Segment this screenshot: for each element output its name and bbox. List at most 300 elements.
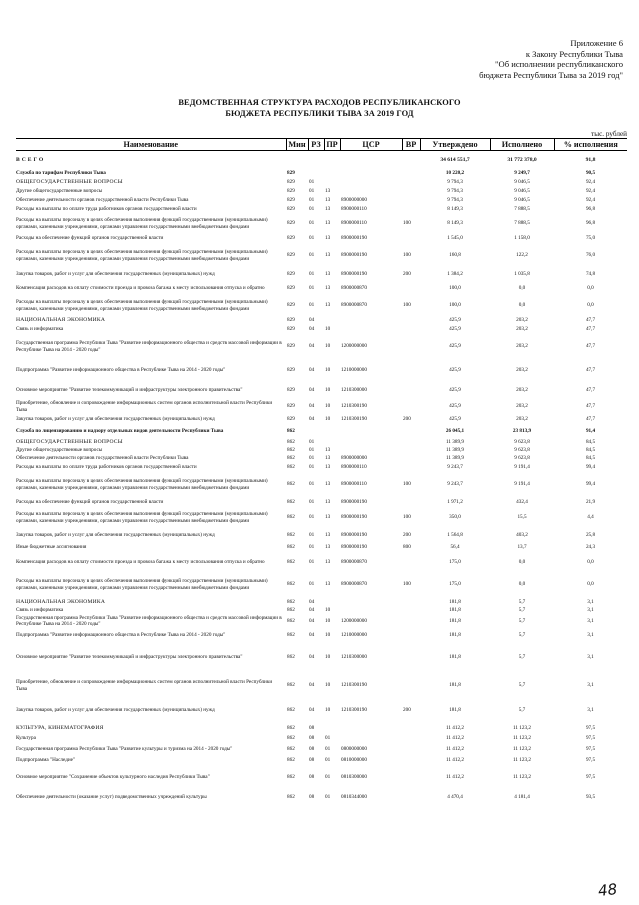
row-vr — [402, 400, 420, 414]
row-executed: 4 181,4 — [514, 794, 530, 801]
row-csr — [340, 598, 402, 607]
row-executed: 15,5 — [517, 514, 527, 521]
row-csr: 1200000000 — [341, 343, 367, 350]
row-rz: 01 — [309, 220, 315, 227]
row-csr: 8900000870 — [341, 559, 367, 566]
row-name: Расходы на выплаты персоналу в целях обеспечения выполнения функций государственными (муниципальными) органами, казенными учреждениями, органами управления государственными внебюджетными фондами — [16, 249, 268, 262]
row-min: 829 — [287, 234, 295, 241]
row-executed: 5,7 — [518, 654, 526, 661]
row-pr: 13 — [325, 284, 331, 291]
row-pr — [324, 178, 340, 187]
row-csr: 1210000000 — [341, 632, 367, 639]
row-csr: 1200000000 — [341, 617, 367, 624]
row-csr: 8900000190 — [341, 271, 367, 278]
row-min: 829 — [287, 316, 295, 323]
row-min: 862 — [287, 794, 295, 801]
row-min: 862 — [287, 598, 295, 605]
row-rz: 04 — [309, 707, 315, 714]
row-vr — [402, 598, 420, 607]
row-min: 862 — [287, 746, 295, 753]
table-row — [16, 507, 627, 529]
row-min: 829 — [287, 271, 295, 278]
table-row — [16, 334, 627, 360]
row-executed: 203,2 — [516, 403, 528, 410]
row-approved: 181,8 — [449, 632, 461, 639]
row-rz: 01 — [309, 447, 315, 454]
row-approved: 9 794,3 — [447, 178, 463, 185]
row-vr: 100 — [403, 514, 411, 521]
row-csr: 8900000870 — [341, 302, 367, 309]
row-csr — [340, 178, 402, 187]
row-executed: 203,2 — [516, 325, 528, 332]
table-row — [16, 598, 627, 607]
table-row — [16, 554, 627, 572]
appendix-line: к Закону Республики Тыва — [525, 48, 623, 59]
row-rz: 01 — [309, 196, 315, 203]
row-percent: 3,1 — [587, 617, 594, 624]
row-percent: 91,8 — [585, 156, 596, 163]
row-pr: 01 — [325, 774, 331, 781]
row-approved: 100,0 — [449, 284, 461, 291]
row-name: Компенсация расходов на оплату стоимости проезда и провоза багажа к месту использования отпуска и обратно — [16, 284, 265, 291]
row-rz: 04 — [309, 632, 315, 639]
row-rz: 08 — [309, 735, 315, 742]
row-pr: 01 — [325, 794, 331, 801]
row-vr — [402, 325, 420, 334]
row-approved: 425,9 — [449, 367, 461, 374]
row-rz: 04 — [309, 607, 315, 614]
row-pr: 13 — [325, 205, 331, 212]
row-percent: 90,5 — [585, 169, 596, 176]
row-executed: 9 623,8 — [514, 455, 530, 462]
row-approved: 181,8 — [449, 617, 461, 624]
row-vr — [402, 615, 420, 628]
row-vr — [402, 205, 420, 214]
row-executed: 11 123,2 — [513, 757, 531, 764]
row-rz: 08 — [309, 724, 315, 731]
row-approved: 1 384,2 — [447, 271, 463, 278]
row-approved: 181,8 — [449, 707, 461, 714]
row-pr: 13 — [325, 531, 331, 538]
row-rz: 01 — [309, 178, 315, 185]
row-executed: 403,2 — [516, 531, 528, 538]
row-pr: 10 — [325, 343, 331, 350]
row-vr — [402, 426, 420, 438]
row-executed: 11 123,2 — [513, 735, 531, 742]
row-approved: 4 470,4 — [447, 794, 463, 801]
header-executed: Исполнено — [490, 139, 554, 151]
row-approved: 350,0 — [449, 514, 461, 521]
row-approved: 8 149,3 — [447, 220, 463, 227]
row-vr: 100 — [403, 220, 411, 227]
row-csr: 8900000870 — [341, 284, 367, 291]
row-executed: 1 035,8 — [514, 271, 530, 278]
row-pr: 10 — [325, 387, 331, 394]
row-percent: 84,5 — [585, 438, 596, 445]
table-row — [16, 205, 627, 214]
row-approved: 425,9 — [449, 403, 461, 410]
row-vr — [402, 334, 420, 360]
row-vr — [402, 169, 420, 178]
row-approved: 11 412,2 — [446, 724, 464, 731]
row-percent: 96,8 — [585, 220, 596, 227]
row-executed: 9 249,7 — [514, 169, 530, 176]
table-row — [16, 234, 627, 243]
row-min: 862 — [287, 455, 295, 462]
row-csr: 1210300000 — [341, 654, 367, 661]
row-vr — [402, 438, 420, 447]
row-name: Расходы на выплаты персоналу в целях обеспечения выполнения функций государственными (муниципальными) органами, казенными учреждениями, органами управления государственными внебюджетными фондами — [16, 511, 268, 524]
row-name: Государственная программа Республики Тыва "Развитие культуры и туризма на 2014 - 2020 годы" — [16, 746, 233, 753]
row-executed: 432,4 — [516, 498, 528, 505]
header-pr: ПР — [324, 139, 340, 151]
header-name: Наименование — [16, 139, 286, 151]
row-name: Служба по тарифам Республики Тыва — [16, 169, 106, 176]
row-min: 829 — [287, 302, 295, 309]
row-rz: 01 — [309, 514, 315, 521]
row-csr: 8900000190 — [341, 544, 367, 551]
row-name: Иные бюджетные ассигнования — [16, 544, 87, 551]
row-csr: 0800000000 — [341, 746, 367, 753]
row-name: Культура — [16, 735, 36, 742]
row-name: ВСЕГО — [16, 156, 46, 163]
row-percent: 75,0 — [585, 234, 596, 241]
row-csr: 8900000190 — [341, 498, 367, 505]
row-rz: 04 — [309, 367, 315, 374]
row-percent: 3,1 — [587, 654, 594, 661]
row-pr: 13 — [325, 463, 331, 470]
row-vr — [402, 447, 420, 455]
row-csr: 0810000000 — [341, 757, 367, 764]
header-min: Мин — [286, 139, 308, 151]
row-name: Расходы на выплаты по оплате труда работников органов государственной власти — [16, 463, 197, 470]
row-name: ОБЩЕГОСУДАРСТВЕННЫЕ ВОПРОСЫ — [16, 438, 123, 445]
row-name: Закупка товаров, работ и услуг для обеспечения государственных (муниципальных) нужд — [16, 707, 215, 714]
row-name: Расходы на обеспечение функций органов государственной власти — [16, 234, 164, 241]
row-min: 829 — [287, 187, 295, 194]
row-executed: 5,7 — [518, 632, 526, 639]
row-vr — [402, 316, 420, 325]
row-vr: 200 — [403, 416, 411, 423]
row-name: Расходы на выплаты персоналу в целях обеспечения выполнения функций государственными (муниципальными) органами, казенными учреждениями, органами управления государственными внебюджетными фондами — [16, 217, 268, 230]
table-row — [16, 214, 627, 234]
row-name: Служба по лицензированию и надзору отдельных видов деятельности Республики Тыва — [16, 428, 224, 435]
row-name: Другие общегосударственные вопросы — [16, 187, 103, 194]
row-approved: 181,8 — [449, 607, 461, 614]
row-approved: 181,8 — [449, 598, 461, 605]
row-approved: 11 389,9 — [446, 438, 464, 445]
row-min: 862 — [287, 531, 295, 538]
row-executed: 9 623,8 — [514, 447, 530, 454]
row-rz: 04 — [309, 682, 315, 689]
row-name: Расходы на выплаты персоналу в целях обеспечения выполнения функций государственными (муниципальными) органами, казенными учреждениями, органами управления государственными внебюджетными фондами — [16, 478, 268, 491]
row-approved: 160,8 — [449, 252, 461, 259]
row-executed: 9 191,4 — [514, 463, 530, 470]
row-name: Подпрограмма "Наследие" — [16, 757, 76, 764]
table-row — [16, 765, 627, 791]
row-rz: 04 — [309, 403, 315, 410]
row-vr — [402, 607, 420, 615]
title-line: ВЕДОМСТВЕННАЯ СТРУКТУРА РАСХОДОВ РЕСПУБЛИКАНСКОГО — [178, 98, 461, 107]
row-approved: 34 614 551,7 — [440, 156, 470, 163]
row-rz: 08 — [309, 774, 315, 781]
table-row — [16, 169, 627, 178]
row-min: 862 — [287, 757, 295, 764]
row-percent: 47,7 — [585, 403, 596, 410]
row-name: Расходы на выплаты персоналу в целях обеспечения выполнения функций государственными (муниципальными) органами, казенными учреждениями, органами управления государственными внебюджетными фондами — [16, 578, 268, 591]
row-csr — [340, 325, 402, 334]
row-executed: 0,0 — [518, 302, 526, 309]
row-pr: 10 — [325, 632, 331, 639]
table-row — [16, 542, 627, 554]
row-name: НАЦИОНАЛЬНАЯ ЭКОНОМИКА — [16, 316, 106, 323]
row-min: 829 — [287, 403, 295, 410]
row-rz: 01 — [309, 544, 315, 551]
row-rz: 01 — [309, 481, 315, 488]
table-row — [16, 757, 627, 765]
row-min: 862 — [287, 707, 295, 714]
row-executed: 23 813,9 — [512, 428, 532, 435]
header-vr: ВР — [402, 139, 420, 151]
row-rz: 04 — [309, 598, 315, 605]
row-percent: 74,8 — [585, 271, 596, 278]
row-percent: 3,1 — [587, 607, 594, 614]
table-row — [16, 447, 627, 455]
row-csr: 1210300000 — [341, 387, 367, 394]
row-csr — [340, 187, 402, 196]
row-rz: 01 — [309, 559, 315, 566]
row-rz: 01 — [309, 252, 315, 259]
table-row — [16, 243, 627, 269]
row-approved: 11 389,9 — [446, 455, 464, 462]
row-pr — [324, 169, 340, 178]
table-row — [16, 196, 627, 205]
row-name: ОБЩЕГОСУДАРСТВЕННЫЕ ВОПРОСЫ — [16, 178, 123, 185]
row-min: 862 — [287, 447, 295, 454]
row-executed: 203,2 — [516, 416, 528, 423]
row-executed: 5,7 — [518, 617, 526, 624]
row-pr: 13 — [325, 252, 331, 259]
table-row — [16, 572, 627, 598]
row-min: 862 — [287, 559, 295, 566]
table-row — [16, 700, 627, 722]
row-csr: 1210300190 — [341, 416, 367, 423]
appendix-line: Приложение 6 — [570, 38, 623, 48]
row-rz: 01 — [309, 581, 315, 588]
page-number: 48 — [597, 880, 618, 900]
row-name: НАЦИОНАЛЬНАЯ ЭКОНОМИКА — [16, 598, 106, 605]
row-vr — [402, 765, 420, 791]
table-row — [16, 529, 627, 542]
row-percent: 0,0 — [587, 559, 594, 566]
row-rz: 01 — [309, 187, 315, 194]
row-vr — [402, 234, 420, 243]
row-percent: 47,7 — [585, 325, 596, 332]
row-pr: 10 — [325, 367, 331, 374]
row-percent: 47,7 — [585, 367, 596, 374]
row-csr: 8900000000 — [341, 196, 367, 203]
table-row — [16, 607, 627, 615]
row-percent: 97,5 — [585, 735, 596, 742]
row-rz — [308, 151, 324, 169]
row-min: 862 — [287, 463, 295, 470]
row-executed: 0,0 — [518, 559, 526, 566]
row-csr: 1210300190 — [341, 403, 367, 410]
row-executed: 7 888,5 — [514, 205, 530, 212]
row-approved: 10 220,2 — [445, 169, 465, 176]
row-vr — [402, 196, 420, 205]
row-pr — [324, 438, 340, 447]
row-approved: 11 389,9 — [446, 447, 464, 454]
row-percent: 25,8 — [585, 531, 596, 538]
row-vr: 100 — [403, 581, 411, 588]
row-pr: 13 — [325, 581, 331, 588]
row-min: 862 — [287, 774, 295, 781]
row-csr: 1210300190 — [341, 682, 367, 689]
row-percent: 92,4 — [585, 178, 596, 185]
row-rz: 08 — [309, 757, 315, 764]
row-min: 862 — [287, 735, 295, 742]
row-min: 829 — [287, 252, 295, 259]
row-vr: 100 — [403, 252, 411, 259]
row-pr: 13 — [325, 220, 331, 227]
row-pr: 10 — [325, 682, 331, 689]
row-csr — [340, 735, 402, 743]
row-csr — [340, 151, 402, 169]
row-percent: 99,4 — [585, 481, 596, 488]
row-rz: 01 — [309, 455, 315, 462]
row-min: 829 — [287, 343, 295, 350]
row-vr: 100 — [403, 302, 411, 309]
header-percent: % исполнения — [554, 139, 627, 151]
row-approved: 1 545,0 — [447, 234, 463, 241]
row-name: Расходы на обеспечение функций органов государственной власти — [16, 498, 164, 505]
row-approved: 9 794,3 — [447, 196, 463, 203]
row-name: Другие общегосударственные вопросы — [16, 447, 103, 454]
row-csr: 8900000190 — [341, 252, 367, 259]
row-executed: 0,0 — [518, 284, 526, 291]
row-vr — [402, 791, 420, 805]
row-pr: 10 — [325, 325, 331, 332]
row-percent: 47,7 — [585, 387, 596, 394]
table-row — [16, 325, 627, 334]
row-min: 829 — [287, 220, 295, 227]
row-name: Государственная программа Республики Тыва "Развитие информационного общества и средств массовой информации в Республике Тыва на 2014 - 2020 годы" — [16, 614, 282, 627]
row-csr: 8900000190 — [341, 234, 367, 241]
row-vr: 800 — [403, 544, 411, 551]
row-pr: 13 — [325, 559, 331, 566]
table-row — [16, 400, 627, 414]
row-csr — [340, 722, 402, 735]
row-min — [286, 151, 308, 169]
row-csr: 1210000000 — [341, 367, 367, 374]
row-name: Расходы на выплаты по оплате труда работников органов государственной власти — [16, 205, 197, 212]
row-percent: 3,1 — [587, 707, 594, 714]
row-approved: 1 971,2 — [447, 498, 463, 505]
row-pr: 13 — [325, 498, 331, 505]
row-pr — [324, 598, 340, 607]
row-percent: 4,4 — [587, 514, 594, 521]
row-name: Основное мероприятие "Развитие телекоммуникаций и инфраструктуры электронного правительства" — [16, 654, 243, 661]
row-vr — [402, 743, 420, 757]
row-executed: 122,2 — [516, 252, 528, 259]
row-rz: 01 — [309, 463, 315, 470]
row-percent: 24,3 — [585, 544, 596, 551]
appendix-line: "Об исполнении республиканского — [495, 59, 623, 69]
row-csr — [340, 169, 402, 178]
row-executed: 5,7 — [518, 598, 526, 605]
row-executed: 31 772 378,0 — [507, 156, 537, 163]
row-percent: 47,7 — [585, 416, 596, 423]
title-line: БЮДЖЕТА РЕСПУБЛИКИ ТЫВА ЗА 2019 ГОД — [225, 108, 414, 118]
row-name: Приобретение, обновление и сопровождение информационных систем органов исполнительной власти Республики Тыва — [16, 400, 273, 413]
row-min: 862 — [287, 617, 295, 624]
row-min: 829 — [287, 196, 295, 203]
row-rz: 04 — [309, 387, 315, 394]
table-row — [16, 628, 627, 644]
table-row — [16, 360, 627, 382]
row-percent: 84,5 — [585, 455, 596, 462]
row-executed: 9 191,4 — [514, 481, 530, 488]
row-percent: 97,5 — [585, 746, 596, 753]
row-approved: 11 412,2 — [446, 746, 464, 753]
row-percent: 97,5 — [585, 757, 596, 764]
row-csr — [340, 316, 402, 325]
row-vr — [402, 382, 420, 400]
row-name: Связь и информатика — [16, 325, 64, 332]
row-executed: 5,7 — [518, 707, 526, 714]
row-min: 862 — [287, 481, 295, 488]
row-min: 829 — [287, 387, 295, 394]
row-approved: 56,4 — [450, 544, 460, 551]
row-csr: 1210300190 — [341, 707, 367, 714]
row-approved: 425,9 — [449, 316, 461, 323]
row-vr — [402, 455, 420, 463]
row-executed: 1 158,0 — [514, 234, 530, 241]
header-csr: ЦСР — [340, 139, 402, 151]
row-percent: 96,8 — [585, 205, 596, 212]
row-csr: 8900000190 — [341, 514, 367, 521]
row-vr: 100 — [403, 481, 411, 488]
row-rz: 01 — [309, 205, 315, 212]
row-percent: 97,5 — [585, 724, 596, 731]
table-row — [16, 269, 627, 281]
row-pr: 13 — [325, 481, 331, 488]
row-vr — [402, 672, 420, 700]
row-min: 862 — [287, 632, 295, 639]
row-pr — [324, 151, 340, 169]
row-pr: 13 — [325, 544, 331, 551]
appendix-line: бюджета Республики Тыва за 2019 год" — [479, 69, 623, 80]
row-approved: 9 794,3 — [447, 187, 463, 194]
row-min: 862 — [287, 682, 295, 689]
row-min: 862 — [287, 428, 295, 435]
row-pr: 01 — [325, 757, 331, 764]
row-csr: 8900000190 — [341, 531, 367, 538]
row-name: КУЛЬТУРА, КИНЕМАТОГРАФИЯ — [16, 724, 104, 731]
row-executed: 7 888,5 — [514, 220, 530, 227]
row-name: Обеспечение деятельности (оказание услуг) подведомственных учреждений культуры — [16, 794, 207, 801]
row-approved: 1 564,8 — [447, 531, 463, 538]
row-min: 862 — [287, 724, 295, 731]
row-approved: 181,8 — [449, 654, 461, 661]
row-min: 862 — [287, 438, 295, 445]
row-pr — [324, 426, 340, 438]
row-rz: 01 — [309, 498, 315, 505]
row-executed: 9 046,5 — [514, 187, 530, 194]
row-executed: 9 623,8 — [514, 438, 530, 445]
row-csr: 8900000110 — [341, 481, 367, 488]
